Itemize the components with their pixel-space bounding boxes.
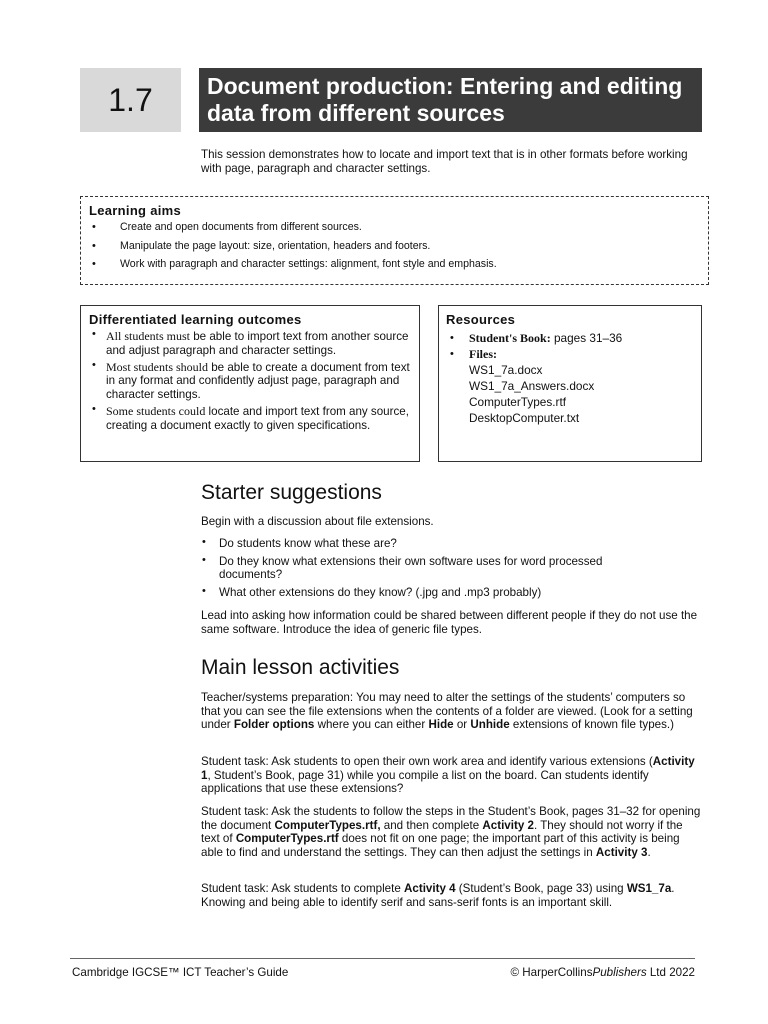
list-item — [89, 405, 411, 433]
main-paragraph-3: Student task: Ask the students to follow the steps in the Student’s Book, pages 31–32 for opening the document ComputerTypes.rtf, and then complete Activity 2. They should not worry if the text of ComputerTypes.rtf does not fit on one page; the important part of this activity is being able to find and understand the settings. They can then adjust the settings in Activity 3. — [201, 805, 701, 859]
section-number: 1.7 — [80, 68, 181, 132]
outcome-text: locate and import text from any source, creating a document exactly to given specifications. — [106, 404, 409, 432]
resources-list — [446, 330, 694, 426]
resources-box — [438, 305, 702, 462]
list-item: • Work with paragraph and character settings: alignment, font style and emphasis. — [89, 258, 700, 271]
file-name: WS1_7a.docx — [469, 363, 543, 377]
file-name: ComputerTypes.rtf — [469, 395, 567, 409]
list-item: • Do they know what extensions their own software uses for word processed documents? — [201, 555, 701, 582]
outcome-lead: Some students could — [106, 403, 206, 418]
outcome-text: be able to import text from another source and adjust paragraph and character settings. — [106, 330, 409, 357]
files-label: • Files: — [469, 347, 497, 361]
main-paragraph-1: Teacher/systems preparation: You may need to alter the settings of the students’ computers so that you can see the file extensions when the contents of a folder are viewed. (Look for a setting under Folder options where you can either Hide or Unhide extensions of known file types.) — [201, 691, 693, 731]
list-item: • What other extensions do they know? (.jpg and .mp3 probably) — [201, 586, 701, 600]
main-paragraph-2: Student task: Ask students to open their own work area and identify various extensions (Activity 1, Student’s Book, page 31) while you compile a list on the board. Can students identify applications that use these extensions? — [201, 755, 695, 795]
footer-divider — [70, 958, 695, 959]
list-item — [446, 346, 694, 426]
footer-book-title: Cambridge IGCSE™ ICT Teacher’s Guide — [72, 966, 289, 979]
file-name: WS1_7a_Answers.docx — [469, 379, 595, 393]
learning-outcomes-list — [89, 330, 411, 433]
list-item: • Manipulate the page layout: size, orientation, headers and footers. — [89, 240, 700, 253]
starter-heading: Starter suggestions — [201, 481, 382, 504]
outcome-text: be able to create a document from text in any format and confidently adjust page, paragraph and character settings. — [106, 360, 410, 402]
learning-aims-title: Learning aims — [89, 203, 182, 218]
list-item — [89, 361, 411, 402]
learning-aims-list — [89, 221, 700, 271]
outcome-lead: Most students should — [106, 359, 209, 374]
list-item: • Do students know what these are? — [201, 537, 701, 551]
book-label: Student's Book: — [469, 331, 551, 345]
list-item — [446, 330, 694, 346]
outcome-lead: All students must — [106, 329, 191, 343]
starter-outro: Lead into asking how information could be shared between different people if they do not use the same software. Introduce the idea of generic file types. — [201, 609, 698, 636]
starter-list — [201, 537, 701, 603]
main-paragraph-4: Student task: Ask students to complete Activity 4 (Student’s Book, page 33) using WS1_7a. Knowing and being able to identify serif and sans-serif fonts is an important skill. — [201, 882, 675, 909]
resources-title: Resources — [446, 312, 516, 327]
main-heading: Main lesson activities — [201, 656, 400, 679]
list-item — [89, 330, 411, 358]
intro-paragraph: This session demonstrates how to locate and import text that is in other formats before working with page, paragraph and character settings. — [201, 148, 688, 175]
file-name: DesktopComputer.txt — [469, 411, 580, 425]
learning-outcomes-title: Differentiated learning outcomes — [89, 312, 302, 327]
footer-copyright: © HarperCollinsPublishers Ltd 2022 — [510, 966, 695, 979]
list-item: • Create and open documents from different sources. — [89, 221, 700, 234]
page-title: Document production: Entering and editing data from different sources — [199, 68, 702, 132]
learning-aims-box — [80, 196, 709, 285]
book-pages: pages 31–36 — [550, 331, 623, 345]
learning-outcomes-box — [80, 305, 420, 462]
starter-intro: Begin with a discussion about file extensions. — [201, 515, 434, 528]
